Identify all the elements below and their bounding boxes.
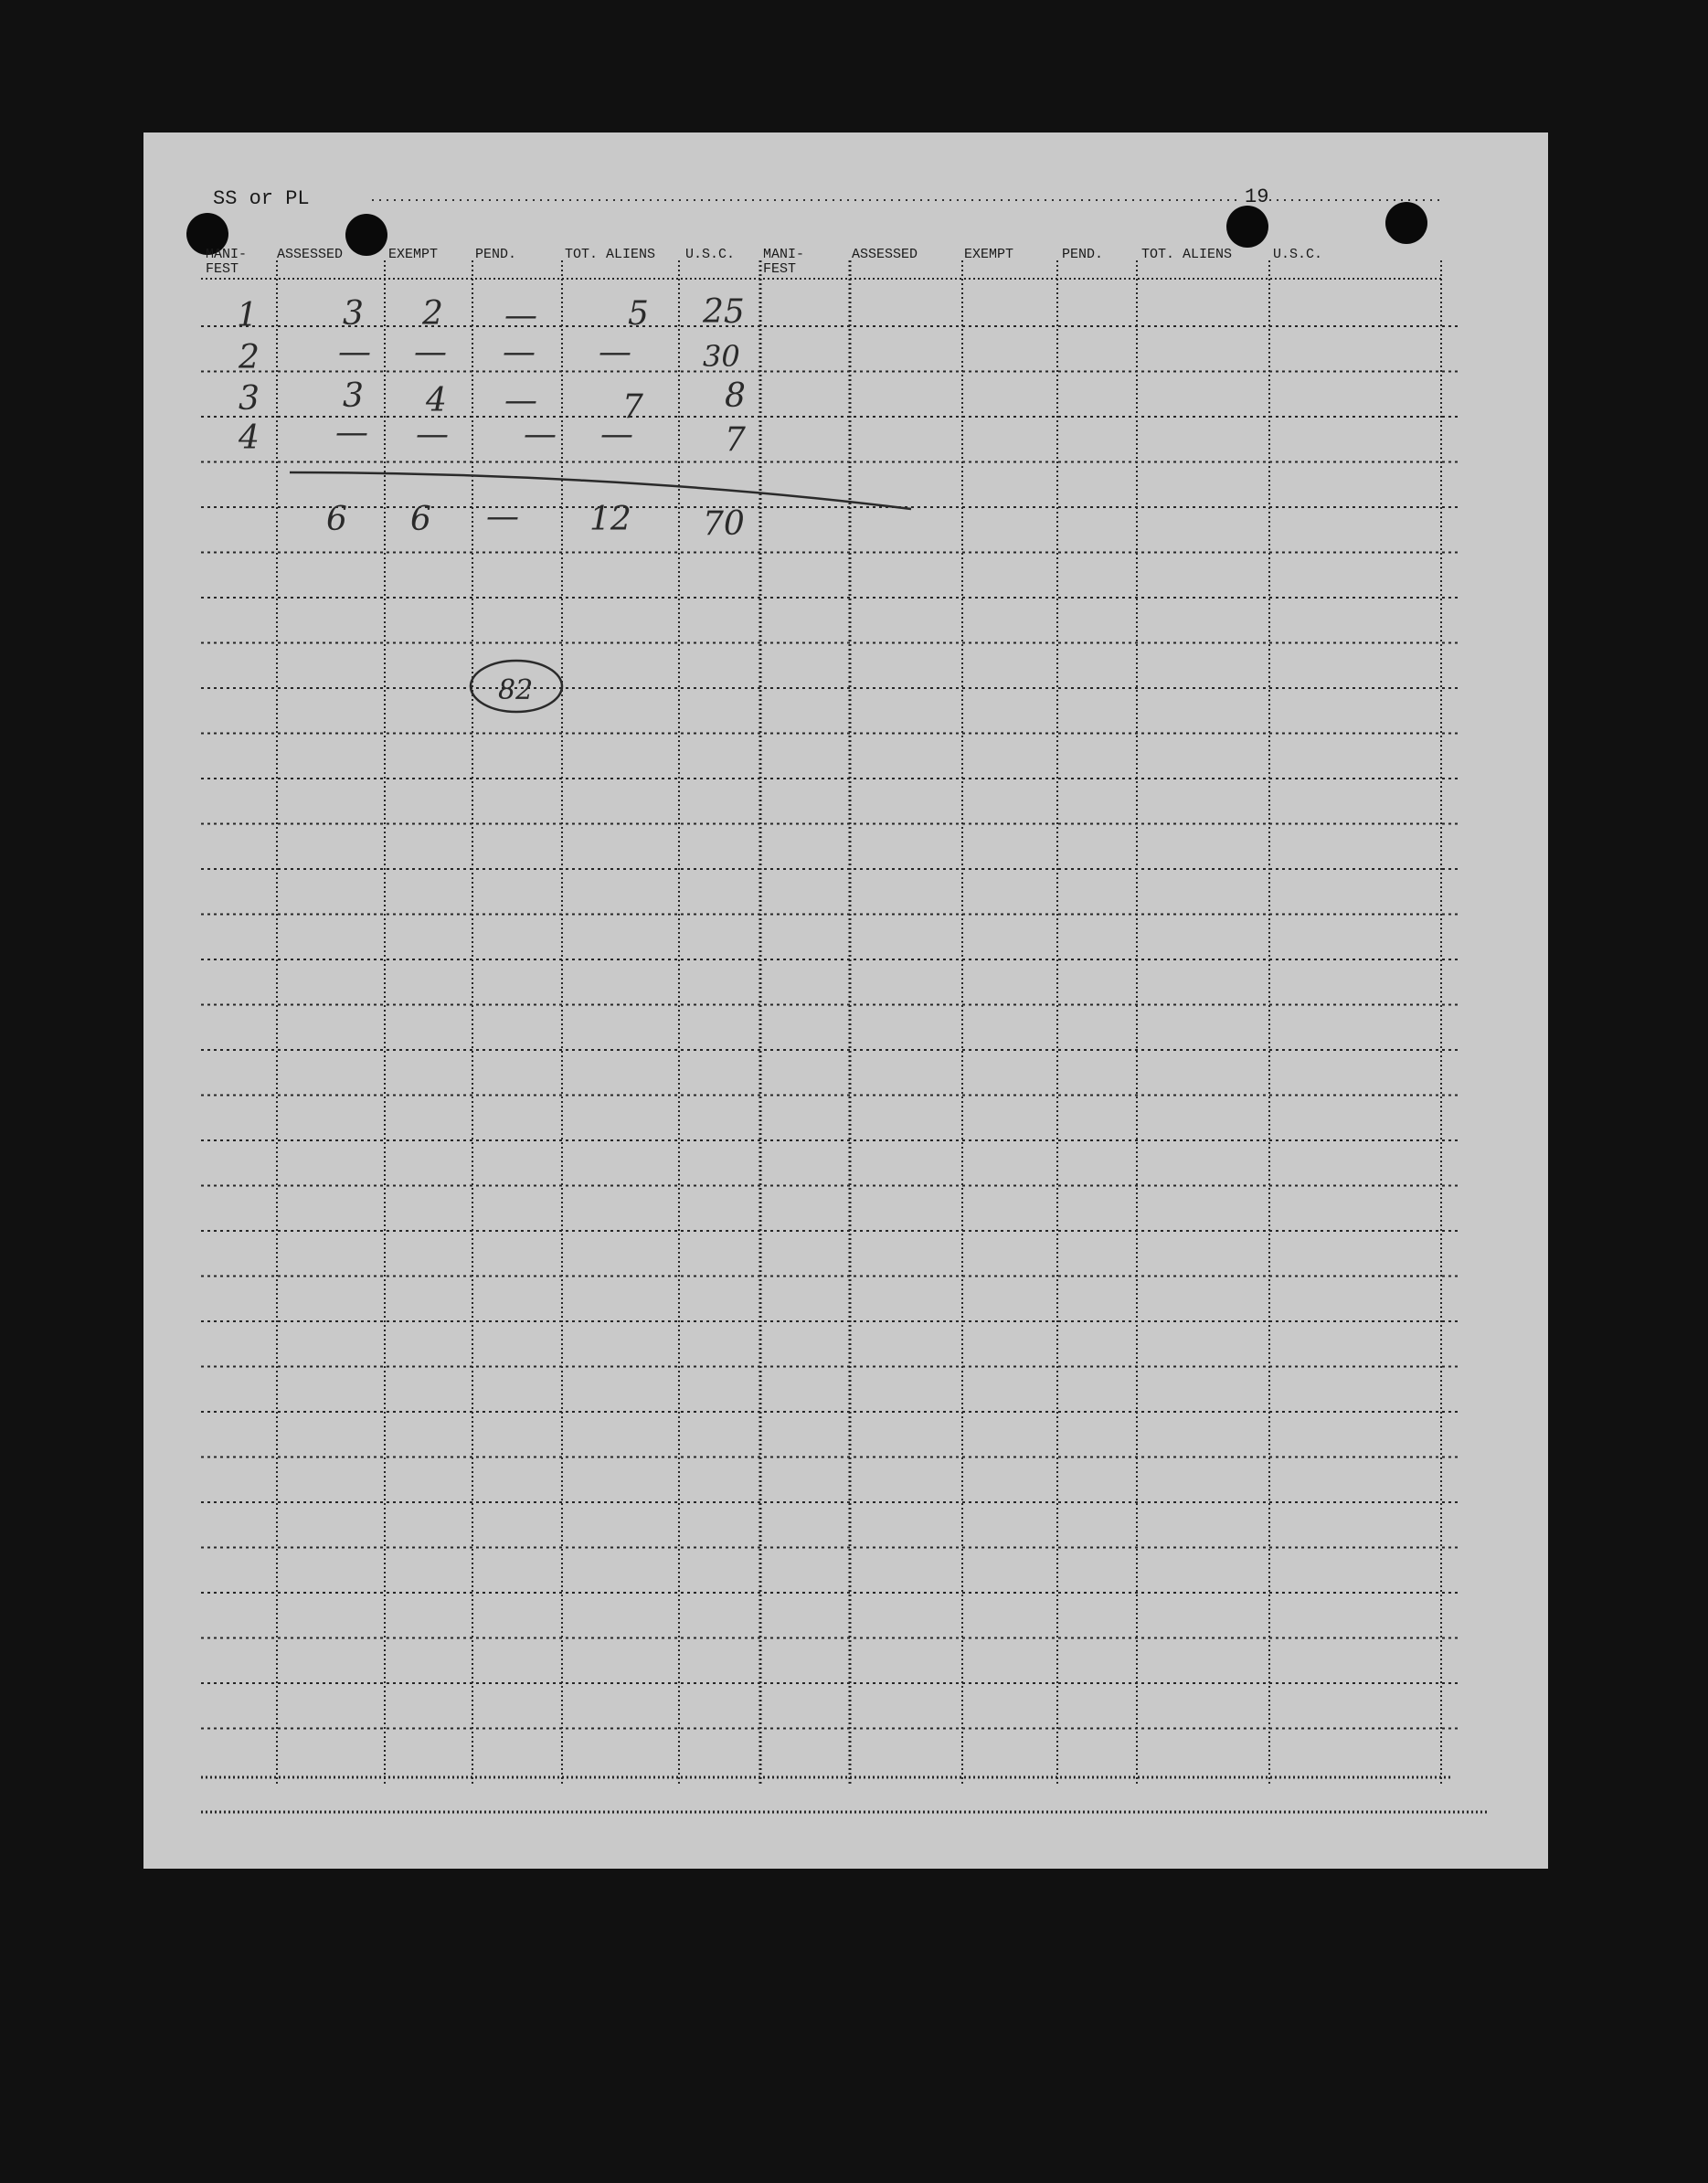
exempt-value: — (416, 416, 449, 453)
header-assessed-right: ASSESSED (852, 247, 918, 262)
assessed-value: — (335, 414, 368, 451)
pend-value: — (504, 382, 537, 419)
totals-row (326, 498, 745, 543)
usc-value: 8 (725, 377, 746, 415)
usc-value: 30 (703, 339, 740, 374)
assessed-value: 3 (343, 377, 364, 415)
header-tot-aliens-right: TOT. ALIENS (1141, 247, 1233, 262)
vessel-label: SS or PL (213, 187, 310, 210)
circled-note: 82 (498, 674, 534, 706)
year-prefix: 19 (1245, 185, 1269, 208)
header-manifest: MANI- (206, 247, 248, 262)
punch-hole (345, 214, 387, 256)
tot-aliens-value: 7 (622, 388, 643, 426)
punch-hole (1226, 206, 1268, 248)
entry-row (238, 334, 740, 376)
manifest-number: 2 (239, 339, 260, 376)
assessed-value: — (338, 334, 371, 371)
pend-value: — (504, 297, 537, 334)
exempt-value: 2 (422, 295, 443, 333)
usc-value: 7 (725, 421, 746, 459)
document-sheet (143, 132, 1548, 1869)
total-tot-aliens: 12 (589, 501, 631, 538)
total-assessed: 6 (326, 501, 347, 538)
header-exempt: EXEMPT (388, 247, 439, 262)
manifest-number: 1 (237, 297, 258, 334)
punch-hole (1385, 202, 1427, 244)
tot-aliens-value: 5 (628, 295, 649, 333)
tot-aliens-value: — (599, 334, 631, 371)
header-manifest-2: FEST (206, 261, 239, 277)
column-headers-right (763, 247, 1322, 277)
exempt-value: — (414, 334, 447, 371)
entry-row (237, 293, 745, 334)
header-usc-right: U.S.C. (1273, 247, 1323, 262)
header-tot-aliens: TOT. ALIENS (565, 247, 656, 262)
total-exempt: 6 (410, 501, 431, 538)
tot-aliens-value: — (600, 416, 633, 453)
manifest-number: 4 (239, 419, 260, 457)
punch-holes (186, 202, 1427, 256)
exempt-value: 4 (426, 382, 447, 419)
total-pend: — (486, 498, 519, 535)
usc-value: 25 (703, 293, 745, 331)
header-assessed: ASSESSED (277, 247, 344, 262)
assessed-value: 3 (343, 295, 364, 333)
header-pend-right: PEND. (1062, 247, 1104, 262)
header-exempt-right: EXEMPT (964, 247, 1014, 262)
entry-row (239, 377, 746, 426)
manifest-number: 3 (239, 380, 260, 418)
form-grid (143, 132, 1548, 1869)
grid-lines (201, 260, 1487, 1812)
column-headers-left (206, 247, 735, 277)
header-pend: PEND. (475, 247, 517, 262)
handwritten-entries (237, 293, 911, 712)
pend-value: — (524, 416, 557, 453)
header-manifest-right: MANI- (763, 247, 805, 262)
header-usc: U.S.C. (685, 247, 736, 262)
entry-row (238, 414, 746, 459)
header-manifest-right-2: FEST (763, 261, 797, 277)
pend-value: — (503, 334, 536, 371)
total-usc: 70 (703, 505, 745, 543)
